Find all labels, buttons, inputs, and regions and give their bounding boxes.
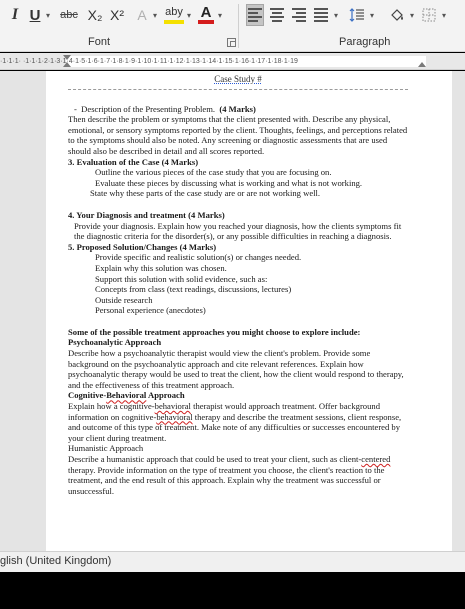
approaches-heading: Some of the possible treatment approaches you might choose to explore include:: [68, 326, 361, 337]
ruler-marks: ·1·1·1· ·1·1·1·2·1·3·1·4·1·5·1·6·1·7·1·8·1·9·1·10·1·11·1·12·1·13·1·14·1·15·1·16·1·17·1·18·1·19: [0, 58, 298, 65]
presenting-text: Then describe the problem or symptoms that the client presented with. Describe any physical, emotional, or sensory symptoms reported by the client. Thoughts, feelings, and perceptions related to the symptoms should also be noted. Any screening or diagnostic assessments that are used should also be described in detail and all scores reported.: [68, 114, 408, 156]
superscript-icon: X²: [110, 7, 124, 23]
humanistic-heading: Humanistic Approach: [68, 443, 144, 454]
ribbon: [0, 0, 465, 52]
solution-item: Concepts from class (text readings, discussions, lectures): [95, 284, 292, 295]
underline-button[interactable]: [28, 4, 42, 26]
evaluation-item: Evaluate these pieces by discussing what is working and what is not working.: [95, 177, 363, 188]
justify-icon: [314, 8, 328, 22]
presenting-heading: - Description of the Presenting Problem. (4 Marks): [74, 103, 256, 114]
chevron-down-icon: ▾: [152, 10, 157, 20]
evaluation-item: Outline the various pieces of the case study that you are focusing on.: [95, 167, 332, 178]
borders-button[interactable]: [420, 4, 438, 26]
align-left-icon: [248, 8, 262, 22]
status-bar: [0, 551, 465, 572]
subscript-icon: X₂: [87, 7, 103, 23]
paragraph-group-label: Paragraph: [339, 36, 391, 48]
chevron-down-icon: ▾: [186, 10, 191, 20]
chevron-down-icon: ▾: [217, 10, 222, 20]
strikethrough-icon: abc: [60, 9, 78, 21]
align-center-button[interactable]: [268, 4, 286, 26]
diagnosis-heading: 4. Your Diagnosis and treatment (4 Marks): [68, 209, 225, 220]
solution-item: Provide specific and realistic solution(s) or changes needed.: [95, 252, 302, 263]
align-right-icon: [292, 8, 306, 22]
solution-item: Support this solution with solid evidence, such as:: [95, 273, 268, 284]
cognitive-heading: Cognitive-Behavioral Approach: [68, 390, 185, 401]
left-indent-handle[interactable]: [63, 62, 71, 67]
spacer: [68, 199, 408, 210]
horizontal-ruler[interactable]: [0, 53, 465, 70]
first-line-indent-handle[interactable]: [63, 55, 71, 60]
evaluation-item: State why these parts of the case study are or are not working well.: [90, 188, 321, 199]
strikethrough-button[interactable]: [58, 4, 80, 26]
justify-button[interactable]: [312, 4, 330, 26]
line-spacing-icon: [349, 8, 365, 22]
document-page[interactable]: [46, 71, 452, 551]
evaluation-heading: 3. Evaluation of the Case (4 Marks): [68, 156, 199, 167]
psychoanalytic-heading: Psychoanalytic Approach: [68, 337, 162, 348]
page-header[interactable]: [68, 74, 408, 90]
text-effects-icon: A: [137, 7, 147, 23]
line-spacing-button[interactable]: [348, 4, 366, 26]
italic-icon: I: [11, 6, 19, 23]
borders-icon: [422, 8, 436, 22]
line-spacing-dropdown[interactable]: [368, 4, 376, 26]
font-group-label: Font: [88, 36, 111, 48]
justify-dropdown[interactable]: [332, 4, 340, 26]
diagnosis-text: Provide your diagnosis. Explain how you reached your diagnosis, how the clients symptoms fit the diagnostic criteria for the disorder(s), or any possible difficulties in reaching a diagnosis.: [74, 220, 402, 242]
screen-bottom: [0, 572, 465, 609]
cognitive-text: Explain how a cognitive-behavioral therapist would approach treatment. Offer background information on cognitive-behavioral therapy and describe the treatment sessions, client response, and outcome of this type of treatment. Make note of any difficulties or successes encountered by your client during treatment.: [68, 401, 402, 443]
align-left-button[interactable]: [246, 4, 264, 26]
highlight-button[interactable]: [164, 4, 184, 24]
right-indent-handle[interactable]: [418, 62, 426, 67]
font-color-button[interactable]: [198, 4, 214, 24]
font-color-icon: A: [200, 3, 212, 21]
document-body[interactable]: [68, 74, 408, 496]
paint-bucket-icon: [389, 7, 405, 23]
chevron-down-icon: ▾: [441, 10, 446, 20]
shading-button[interactable]: [388, 4, 406, 26]
borders-dropdown[interactable]: [440, 4, 448, 26]
align-right-button[interactable]: [290, 4, 308, 26]
chevron-down-icon: ▾: [369, 10, 374, 20]
psychoanalytic-text: Describe how a psychoanalytic therapist would view the client's problem. Provide some background on the psychoanalytic approach and cite relevant references. Explain how psychoanalytic therapy would be used to treat the client, how the client would respond to therapy, and the effectiveness of this treatment approach.: [68, 348, 404, 390]
group-divider: [238, 4, 239, 48]
solution-item: Explain why this solution was chosen.: [95, 262, 227, 273]
vertical-scrollbar[interactable]: [452, 71, 465, 551]
subscript-button[interactable]: [86, 4, 104, 26]
align-center-icon: [270, 8, 284, 22]
underline-icon: U: [29, 6, 41, 24]
chevron-down-icon: ▾: [45, 10, 50, 20]
text-effects-button[interactable]: [134, 4, 150, 26]
text-effects-dropdown[interactable]: [151, 4, 159, 26]
highlight-dropdown[interactable]: [185, 4, 193, 26]
solution-item: Personal experience (anecdotes): [95, 305, 206, 316]
chevron-down-icon: ▾: [409, 10, 414, 20]
humanistic-text: Describe a humanistic approach that could be used to treat your client, such as client-centered therapy. Provide information on the type of treatment you choose, the client's reaction to the treatment, and the end result of this approach. Explain why the treatment was successful or unsuccessful.: [68, 454, 391, 496]
highlight-icon: aby: [165, 6, 183, 18]
header-text: Case Study #: [214, 74, 262, 84]
shading-dropdown[interactable]: [408, 4, 416, 26]
solution-heading: 5. Proposed Solution/Changes (4 Marks): [68, 241, 217, 252]
superscript-button[interactable]: [108, 4, 126, 26]
chevron-down-icon: ▾: [333, 10, 338, 20]
document-area[interactable]: [0, 71, 465, 551]
font-color-dropdown[interactable]: [216, 4, 224, 26]
solution-item: Outside research: [95, 294, 153, 305]
underline-dropdown[interactable]: [44, 4, 52, 26]
font-dialog-launcher-icon[interactable]: [227, 38, 236, 47]
spacer: [68, 316, 408, 327]
italic-button[interactable]: [8, 4, 22, 26]
language-indicator[interactable]: glish (United Kingdom): [0, 555, 112, 567]
